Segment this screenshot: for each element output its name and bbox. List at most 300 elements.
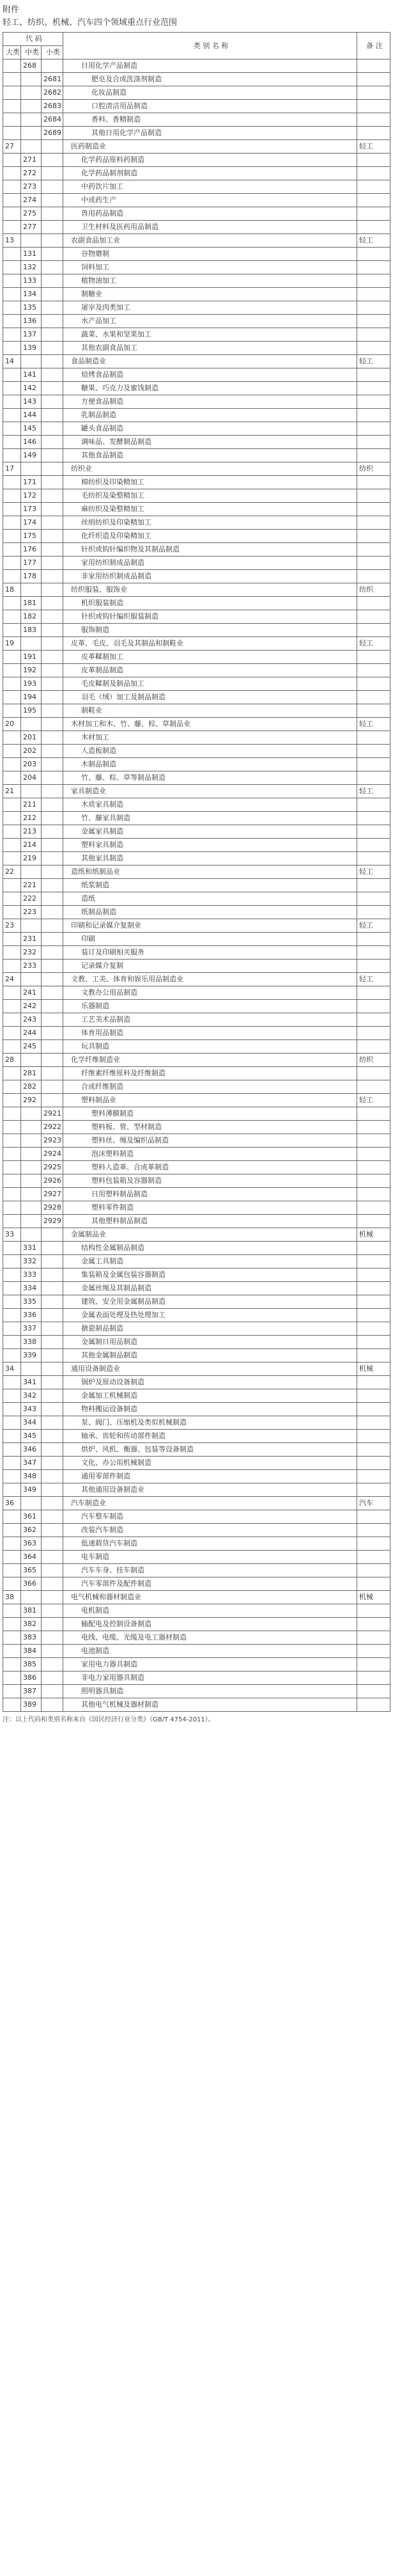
code-mid: 141: [21, 368, 42, 382]
code-small: [42, 409, 63, 422]
note: [357, 221, 390, 234]
note: [357, 449, 390, 462]
code-big: [3, 1577, 21, 1591]
table-row: [3, 395, 390, 409]
note: [357, 1000, 390, 1013]
note: 轻工: [357, 1094, 390, 1107]
table-row: [3, 839, 390, 852]
table-row: [3, 194, 390, 207]
table-row: [3, 583, 390, 597]
code-small: [42, 1268, 63, 1282]
code-mid: [21, 1363, 42, 1376]
code-big: 23: [3, 919, 21, 933]
code-big: [3, 113, 21, 127]
code-big: [3, 1309, 21, 1322]
code-small: [42, 1322, 63, 1336]
code-small: [42, 1376, 63, 1389]
code-small: [42, 1242, 63, 1255]
code-mid: 202: [21, 745, 42, 758]
code-mid: 341: [21, 1376, 42, 1389]
note: [357, 1685, 390, 1698]
code-small: 2928: [42, 1201, 63, 1215]
code-big: 24: [3, 973, 21, 986]
code-mid: 242: [21, 1000, 42, 1013]
table-row: [3, 1497, 390, 1510]
note: [357, 1564, 390, 1577]
category-name: 中药饮片加工: [63, 180, 357, 194]
code-mid: 132: [21, 261, 42, 274]
note: [357, 167, 390, 180]
code-big: [3, 315, 21, 328]
note: [357, 691, 390, 704]
table-row: [3, 530, 390, 543]
category-name: 屠宰及肉类加工: [63, 301, 357, 315]
table-row: [3, 140, 390, 154]
category-name: 电机制造: [63, 1604, 357, 1618]
code-big: [3, 1430, 21, 1443]
note: [357, 368, 390, 382]
code-mid: 334: [21, 1282, 42, 1295]
table-row: [3, 1282, 390, 1295]
code-small: [42, 798, 63, 812]
category-name: 皮革制品制造: [63, 664, 357, 677]
note: [357, 1604, 390, 1618]
table-row: [3, 919, 390, 933]
code-big: [3, 570, 21, 583]
category-name: 医药制造业: [63, 140, 357, 154]
table-row: [3, 1685, 390, 1698]
table-row: [3, 892, 390, 906]
category-name: 改装汽车制造: [63, 1524, 357, 1537]
code-small: [42, 274, 63, 288]
category-name: 记录媒介复制: [63, 960, 357, 973]
code-small: [42, 288, 63, 301]
category-name: 造纸: [63, 892, 357, 906]
code-big: [3, 1457, 21, 1470]
note: 纺织: [357, 1054, 390, 1067]
category-name: 金属工具制造: [63, 1255, 357, 1268]
table-row: [3, 1443, 390, 1457]
code-small: [42, 207, 63, 221]
code-small: [42, 1430, 63, 1443]
code-small: [42, 1094, 63, 1107]
code-small: [42, 1470, 63, 1483]
code-small: [42, 865, 63, 879]
code-mid: 277: [21, 221, 42, 234]
category-name: 香料、香精制造: [63, 113, 357, 127]
code-small: [42, 1013, 63, 1027]
category-name: 糖果、巧克力及蜜饯制造: [63, 382, 357, 395]
category-name: 化纤织造及印染精加工: [63, 530, 357, 543]
category-name: 文化、办公用机械制造: [63, 1457, 357, 1470]
code-big: [3, 624, 21, 637]
code-small: [42, 879, 63, 892]
code-big: 22: [3, 865, 21, 879]
code-small: [42, 489, 63, 503]
note: [357, 1349, 390, 1363]
code-mid: [21, 919, 42, 933]
category-name: 毛皮鞣制及制品加工: [63, 677, 357, 691]
code-big: [3, 167, 21, 180]
code-big: [3, 839, 21, 852]
note: [357, 624, 390, 637]
category-name: 金属丝绳及其制品制造: [63, 1282, 357, 1295]
note: [357, 422, 390, 436]
code-big: [3, 1295, 21, 1309]
code-big: [3, 1671, 21, 1685]
note: 轻工: [357, 637, 390, 651]
code-mid: 381: [21, 1604, 42, 1618]
category-name: 工艺美术品制造: [63, 1013, 357, 1027]
note: [357, 798, 390, 812]
table-row: [3, 59, 390, 73]
category-name: 轴承、齿轮和传动部件制造: [63, 1430, 357, 1443]
note: [357, 892, 390, 906]
code-mid: [21, 1121, 42, 1134]
note: 轻工: [357, 865, 390, 879]
table-row: [3, 812, 390, 825]
code-big: [3, 1510, 21, 1524]
table-row: [3, 1067, 390, 1080]
code-mid: [21, 1228, 42, 1242]
category-name: 化妆品制造: [63, 86, 357, 100]
code-mid: 345: [21, 1430, 42, 1443]
code-mid: 136: [21, 315, 42, 328]
note: [357, 530, 390, 543]
code-mid: 335: [21, 1295, 42, 1309]
code-big: [3, 543, 21, 557]
category-name: 金属制日用品制造: [63, 1336, 357, 1349]
table-row: [3, 100, 390, 113]
category-name: 纸浆制造: [63, 879, 357, 892]
code-big: [3, 892, 21, 906]
table-row: [3, 557, 390, 570]
industry-table: [3, 32, 390, 1712]
note: [357, 1322, 390, 1336]
note: [357, 1134, 390, 1148]
note: [357, 436, 390, 449]
code-mid: [21, 973, 42, 986]
category-name: 针织或钩针编织服装制造: [63, 610, 357, 624]
code-big: [3, 476, 21, 489]
code-small: [42, 301, 63, 315]
code-small: [42, 1363, 63, 1376]
code-big: [3, 1658, 21, 1671]
code-big: 19: [3, 637, 21, 651]
category-name: 塑料人造革、合成革制造: [63, 1161, 357, 1174]
category-name: 烘炉、风机、衡器、包装等设备制造: [63, 1443, 357, 1457]
code-mid: [21, 1161, 42, 1174]
note: 机械: [357, 1591, 390, 1604]
code-big: [3, 1188, 21, 1201]
code-mid: [21, 1174, 42, 1188]
code-big: [3, 1067, 21, 1080]
code-mid: 191: [21, 651, 42, 664]
code-mid: [21, 462, 42, 476]
code-big: [3, 288, 21, 301]
code-big: [3, 1483, 21, 1497]
code-mid: 347: [21, 1457, 42, 1470]
code-mid: 245: [21, 1040, 42, 1054]
table-row: [3, 1403, 390, 1416]
category-name: 其他家具制造: [63, 852, 357, 865]
table-row: [3, 1188, 390, 1201]
code-big: [3, 100, 21, 113]
code-small: [42, 583, 63, 597]
category-name: 其他通用设备制造业: [63, 1483, 357, 1497]
note: [357, 879, 390, 892]
note: [357, 1174, 390, 1188]
code-small: [42, 892, 63, 906]
code-small: [42, 248, 63, 261]
code-mid: 181: [21, 597, 42, 610]
code-big: [3, 933, 21, 946]
table-row: [3, 1698, 390, 1712]
code-mid: 382: [21, 1618, 42, 1631]
note: 机械: [357, 1228, 390, 1242]
table-row: [3, 1376, 390, 1389]
category-name: 口腔清洁用品制造: [63, 100, 357, 113]
code-mid: 134: [21, 288, 42, 301]
code-mid: [21, 140, 42, 154]
category-name: 毛纺织及染整精加工: [63, 489, 357, 503]
table-row: [3, 274, 390, 288]
note: [357, 1107, 390, 1121]
code-mid: 273: [21, 180, 42, 194]
note: [357, 1027, 390, 1040]
note: [357, 839, 390, 852]
code-mid: [21, 718, 42, 731]
note: [357, 476, 390, 489]
category-name: 中成药生产: [63, 194, 357, 207]
category-name: 家用电力器具制造: [63, 1658, 357, 1671]
code-mid: 171: [21, 476, 42, 489]
table-row: [3, 946, 390, 960]
code-small: 2927: [42, 1188, 63, 1201]
code-big: [3, 248, 21, 261]
code-mid: 343: [21, 1403, 42, 1416]
table-row: [3, 368, 390, 382]
table-row: [3, 1577, 390, 1591]
code-small: [42, 449, 63, 462]
code-small: [42, 1577, 63, 1591]
note: [357, 1121, 390, 1134]
category-name: 竹、藤、棕、草等制品制造: [63, 771, 357, 785]
note: [357, 1376, 390, 1389]
note: [357, 812, 390, 825]
note: [357, 59, 390, 73]
table-row: [3, 718, 390, 731]
note: [357, 274, 390, 288]
table-row: [3, 637, 390, 651]
code-mid: 281: [21, 1067, 42, 1080]
code-small: [42, 476, 63, 489]
code-mid: [21, 355, 42, 368]
code-small: [42, 745, 63, 758]
code-big: [3, 395, 21, 409]
category-name: 文教、工美、体育和娱乐用品制造业: [63, 973, 357, 986]
table-row: [3, 516, 390, 530]
code-small: [42, 1282, 63, 1295]
category-name: 水产品加工: [63, 315, 357, 328]
category-name: 木材加工: [63, 731, 357, 745]
code-mid: 336: [21, 1309, 42, 1322]
table-row: [3, 1591, 390, 1604]
code-small: [42, 261, 63, 274]
note: [357, 1443, 390, 1457]
code-small: [42, 462, 63, 476]
table-row: [3, 127, 390, 140]
code-small: [42, 610, 63, 624]
table-row: [3, 409, 390, 422]
note: [357, 1658, 390, 1671]
category-name: 锅炉及原动设备制造: [63, 1376, 357, 1389]
code-small: [42, 1564, 63, 1577]
code-big: [3, 651, 21, 664]
code-mid: 348: [21, 1470, 42, 1483]
category-name: 针织或钩针编织物及其制品制造: [63, 543, 357, 557]
code-small: 2689: [42, 127, 63, 140]
table-row: [3, 986, 390, 1000]
note: [357, 731, 390, 745]
code-mid: [21, 73, 42, 86]
category-name: 物料搬运设备制造: [63, 1403, 357, 1416]
code-small: [42, 1309, 63, 1322]
note: [357, 127, 390, 140]
code-big: [3, 1403, 21, 1416]
code-small: [42, 771, 63, 785]
code-mid: [21, 1591, 42, 1604]
code-big: [3, 503, 21, 516]
code-small: [42, 1631, 63, 1645]
code-small: [42, 946, 63, 960]
note: [357, 1040, 390, 1054]
page-title: 轻工、纺织、机械、汽车四个领域重点行业范围: [3, 18, 178, 28]
note: 轻工: [357, 355, 390, 368]
code-big: [3, 368, 21, 382]
note: [357, 503, 390, 516]
code-mid: 219: [21, 852, 42, 865]
category-name: 汽车制造业: [63, 1497, 357, 1510]
code-big: [3, 610, 21, 624]
note: [357, 745, 390, 758]
table-row: [3, 1094, 390, 1107]
table-row: [3, 113, 390, 127]
code-small: [42, 1403, 63, 1416]
note: [357, 664, 390, 677]
code-mid: 366: [21, 1577, 42, 1591]
note: 纺织: [357, 462, 390, 476]
code-big: [3, 1698, 21, 1712]
note: [357, 489, 390, 503]
category-name: 棉纺织及印染精加工: [63, 476, 357, 489]
code-big: [3, 798, 21, 812]
code-mid: 274: [21, 194, 42, 207]
note: [357, 1148, 390, 1161]
note: [357, 180, 390, 194]
footnote: 注：以上代码和类别名称来自《国民经济行业分类》（GB/T 4754-2011）。: [3, 1716, 215, 1723]
code-mid: 362: [21, 1524, 42, 1537]
code-mid: 332: [21, 1255, 42, 1268]
code-small: [42, 1027, 63, 1040]
note: [357, 771, 390, 785]
code-small: [42, 1000, 63, 1013]
table-row: [3, 154, 390, 167]
code-big: [3, 422, 21, 436]
code-small: [42, 167, 63, 180]
code-big: [3, 1121, 21, 1134]
table-row: [3, 1510, 390, 1524]
category-name: 塑料薄膜制造: [63, 1107, 357, 1121]
table-row: [3, 1148, 390, 1161]
category-name: 木质家具制造: [63, 798, 357, 812]
code-mid: 346: [21, 1443, 42, 1457]
code-small: 2682: [42, 86, 63, 100]
table-row: [3, 973, 390, 986]
code-mid: 243: [21, 1013, 42, 1027]
table-row: [3, 570, 390, 583]
category-name: 金属加工机械制造: [63, 1389, 357, 1403]
code-small: [42, 812, 63, 825]
header-note: 备 注: [357, 33, 390, 59]
table-row: [3, 1013, 390, 1027]
table-row: [3, 449, 390, 462]
code-big: [3, 73, 21, 86]
table-row: [3, 1604, 390, 1618]
header-mid: 中类: [21, 46, 42, 59]
note: [357, 1698, 390, 1712]
note: [357, 597, 390, 610]
note: [357, 382, 390, 395]
table-row: [3, 624, 390, 637]
category-name: 玩具制造: [63, 1040, 357, 1054]
table-row: [3, 664, 390, 677]
code-big: [3, 1443, 21, 1457]
note: [357, 933, 390, 946]
category-name: 制糖业: [63, 288, 357, 301]
code-small: [42, 960, 63, 973]
code-small: 2923: [42, 1134, 63, 1148]
table-row: [3, 73, 390, 86]
code-small: [42, 677, 63, 691]
table-row: [3, 315, 390, 328]
note: 轻工: [357, 718, 390, 731]
code-small: [42, 1591, 63, 1604]
table-row: [3, 1430, 390, 1443]
code-mid: 337: [21, 1322, 42, 1336]
table-row: [3, 1457, 390, 1470]
code-small: [42, 691, 63, 704]
code-small: [42, 194, 63, 207]
category-name: 其他塑料制品制造: [63, 1215, 357, 1228]
code-mid: 146: [21, 436, 42, 449]
code-mid: 365: [21, 1564, 42, 1577]
table-row: [3, 207, 390, 221]
category-name: 纸制品制造: [63, 906, 357, 919]
note: 轻工: [357, 785, 390, 798]
code-big: 28: [3, 1054, 21, 1067]
note: [357, 610, 390, 624]
note: [357, 1671, 390, 1685]
header-name: 类 别 名 称: [63, 33, 357, 59]
code-small: [42, 328, 63, 342]
code-small: [42, 1510, 63, 1524]
code-mid: 268: [21, 59, 42, 73]
code-big: 18: [3, 583, 21, 597]
code-big: 34: [3, 1363, 21, 1376]
code-big: [3, 677, 21, 691]
table-row: [3, 785, 390, 798]
